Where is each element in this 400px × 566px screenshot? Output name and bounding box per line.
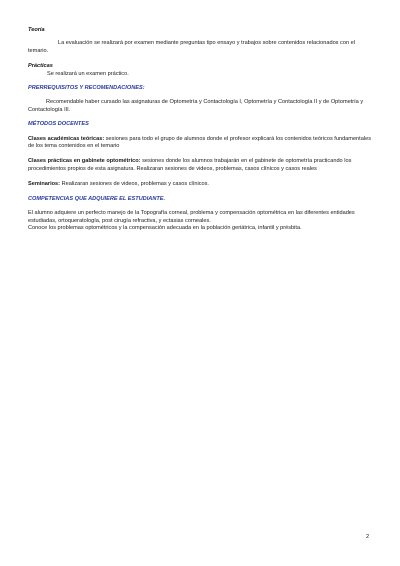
seminarios-label: Seminarios:: [28, 181, 61, 188]
practicas-label: Prácticas: [28, 63, 53, 70]
teoria-text: La evaluación se realizará por examen mediante preguntas tipo ensayo y trabajos sobre contenidos relacionados con el temario.: [28, 40, 355, 54]
page-number: 2: [366, 534, 370, 540]
clases-teoricas-paragraph: [28, 136, 374, 151]
seminarios-paragraph: [28, 181, 374, 188]
metodos-heading: MÉTODOS DOCENTES: [28, 121, 89, 128]
page-content: [28, 27, 374, 232]
competencias-heading: COMPETENCIAS QUE ADQUIERE EL ESTUDIANTE.: [28, 195, 166, 202]
teoria-label: Teoría: [28, 27, 45, 33]
seminarios-text: Realizaran sesiones de videos, problemas y casos clínicos.: [60, 181, 209, 188]
clases-practicas-text: sesiones donde los alumnos trabajarán en el gabinete de optometría practicando los procedimientos propios de esta asignatura. Realizaran sesiones de videos, problemas, casos clínicos y casos reales: [28, 158, 352, 172]
competencias-text-2: Conoce los problemas optométricos y la compensación adecuada en la población geriátrica, infantil y présbita.: [28, 224, 302, 231]
clases-practicas-paragraph: [28, 158, 374, 173]
prerrequisitos-heading: PRERREQUISITOS Y RECOMENDACIONES:: [28, 85, 145, 92]
competencias-text-1: El alumno adquiere un perfecto manejo de la Topografía corneal, problema y compensación optométrica en las diferentes entidades estudiadas, ortoqueratología, post cirugía refractiva, y ectasias corneales.: [28, 210, 355, 224]
practicas-text: Se realizará un examen práctico.: [47, 70, 129, 77]
clases-practicas-label: Clases prácticas en gabinete optométrico:: [28, 158, 141, 165]
clases-teoricas-label: Clases académicas teóricas:: [28, 135, 105, 142]
prerrequisitos-text: Recomendable haber cursado las asignaturas de Optometría y Contactología I, Optometría y Contactología II y de Optometría y Contactología III.: [28, 99, 364, 113]
clases-teoricas-text: sesiones para todo el grupo de alumnos donde el profesor explicará los contenidos teóricos fundamentales de los tema contenidos en el temario: [28, 135, 371, 150]
